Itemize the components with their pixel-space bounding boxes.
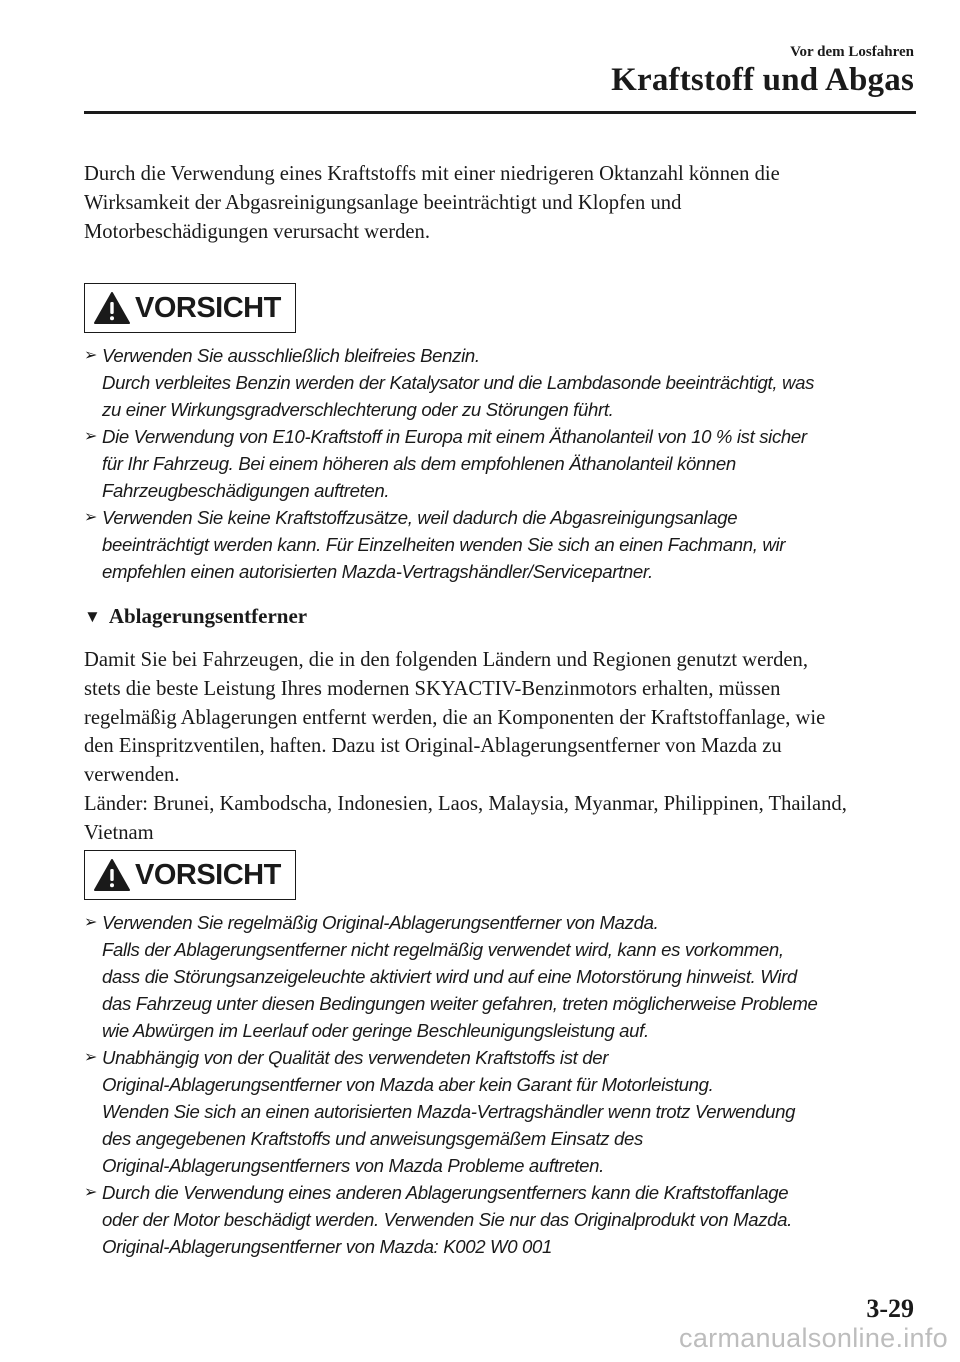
caution-label: VORSICHT — [135, 291, 281, 324]
caution-item — [84, 504, 924, 585]
arrow-bullet-icon: ➢ — [84, 914, 98, 931]
caution-list — [84, 909, 924, 1260]
caution-item-line: Wenden Sie sich an einen autorisierten Mazda-Vertragshändler wenn trotz Verwendung — [102, 1101, 796, 1122]
arrow-bullet-icon: ➢ — [84, 1184, 98, 1201]
body-line: Vietnam — [84, 821, 154, 844]
watermark: carmanualsonline.info — [679, 1323, 948, 1353]
warning-triangle-icon — [93, 291, 131, 325]
caution-item-line: dass die Störungsanzeigeleuchte aktiviert wird und auf eine Motorstörung hinweist. Wird — [102, 966, 797, 987]
caution-box — [84, 283, 296, 333]
intro-line: Durch die Verwendung eines Kraftstoffs mit einer niedrigeren Oktanzahl können die — [84, 163, 780, 185]
caution-item-line: zu einer Wirkungsgradverschlechterung oder zu Störungen führt. — [102, 399, 614, 420]
body-line: stets die beste Leistung Ihres modernen SKYACTIV-Benzinmotors erhalten, müssen — [84, 677, 781, 700]
intro-line: Wirksamkeit der Abgasreinigungsanlage beeinträchtigt und Klopfen und — [84, 191, 682, 214]
caution-item — [84, 342, 924, 423]
caution-item-line: Falls der Ablagerungsentferner nicht regelmäßig verwendet wird, kann es vorkommen, — [102, 939, 784, 960]
caution-item-line: Original-Ablagerungsentferner von Mazda: K002 W0 001 — [102, 1236, 553, 1257]
page-title: Kraftstoff und Abgas — [611, 62, 914, 98]
caution-item-line: Unabhängig von der Qualität des verwendeten Kraftstoffs ist der — [102, 1047, 609, 1068]
caution-item-line: Verwenden Sie regelmäßig Original-Ablagerungsentferner von Mazda. — [102, 912, 659, 933]
body-line: verwenden. — [84, 764, 180, 787]
caution-item-line: oder der Motor beschädigt werden. Verwenden Sie nur das Originalprodukt von Mazda. — [102, 1209, 792, 1230]
caution-item-line: empfehlen einen autorisierten Mazda-Vertragshändler/Servicepartner. — [102, 561, 653, 582]
body-line: Länder: Brunei, Kambodscha, Indonesien, Laos, Malaysia, Myanmar, Philippinen, Thailand, — [84, 792, 847, 815]
caution-box — [84, 850, 296, 900]
caution-item-line: Verwenden Sie ausschließlich bleifreies Benzin. — [102, 345, 480, 366]
caution-item-line: Verwenden Sie keine Kraftstoffzusätze, weil dadurch die Abgasreinigungsanlage — [102, 507, 738, 528]
caution-label: VORSICHT — [135, 858, 281, 891]
page-number: 3-29 — [866, 1294, 914, 1323]
body-line: regelmäßig Ablagerungen entfernt werden, die an Komponenten der Kraftstoffanlage, wie — [84, 706, 826, 729]
caution-item-line: Original-Ablagerungsentferner von Mazda aber kein Garant für Motorleistung. — [102, 1074, 714, 1095]
caution-item — [84, 909, 924, 1044]
running-header-section: Vor dem Losfahren — [790, 44, 914, 60]
caution-item — [84, 1044, 924, 1179]
caution-item-line: Durch die Verwendung eines anderen Ablagerungsentferners kann die Kraftstoffanlage — [102, 1182, 789, 1203]
section-heading — [84, 604, 307, 629]
intro-line: Motorbeschädigungen verursacht werden. — [84, 220, 430, 243]
caution-item-line: Original-Ablagerungsentferners von Mazda Probleme auftreten. — [102, 1155, 604, 1176]
caution-item — [84, 423, 924, 504]
body-line: den Einspritzventilen, haften. Dazu ist Original-Ablagerungsentferner von Mazda zu — [84, 735, 782, 758]
arrow-bullet-icon: ➢ — [84, 509, 98, 526]
section-body — [84, 646, 916, 848]
caution-item — [84, 1179, 924, 1260]
caution-item-line: beeinträchtigt werden kann. Für Einzelheiten wenden Sie sich an einen Fachmann, wir — [102, 534, 786, 555]
caution-item-line: Durch verbleites Benzin werden der Katalysator und die Lambdasonde beeinträchtigt, was — [102, 372, 815, 393]
arrow-bullet-icon: ➢ — [84, 428, 98, 445]
caution-item-line: für Ihr Fahrzeug. Bei einem höheren als dem empfohlenen Äthanolanteil können — [102, 453, 736, 474]
caution-item-line: das Fahrzeug unter diesen Bedingungen weiter gefahren, treten möglicherweise Probleme — [102, 993, 818, 1014]
caution-list — [84, 342, 924, 585]
arrow-bullet-icon: ➢ — [84, 1049, 98, 1066]
section-marker-icon: ▼ — [84, 606, 101, 626]
warning-triangle-icon — [93, 858, 131, 892]
caution-item-line: des angegebenen Kraftstoffs und anweisungsgemäßem Einsatz des — [102, 1128, 643, 1149]
header-rule — [84, 111, 916, 114]
caution-item-line: Die Verwendung von E10-Kraftstoff in Europa mit einem Äthanolanteil von 10 % ist sicher — [102, 426, 807, 447]
caution-item-line: Fahrzeugbeschädigungen auftreten. — [102, 480, 390, 501]
body-line: Damit Sie bei Fahrzeugen, die in den folgenden Ländern und Regionen genutzt werden, — [84, 649, 808, 671]
arrow-bullet-icon: ➢ — [84, 347, 98, 364]
intro-paragraph — [84, 160, 916, 246]
caution-item-line: wie Abwürgen im Leerlauf oder geringe Beschleunigungsleistung auf. — [102, 1020, 649, 1041]
section-title: Ablagerungsentferner — [108, 604, 308, 628]
